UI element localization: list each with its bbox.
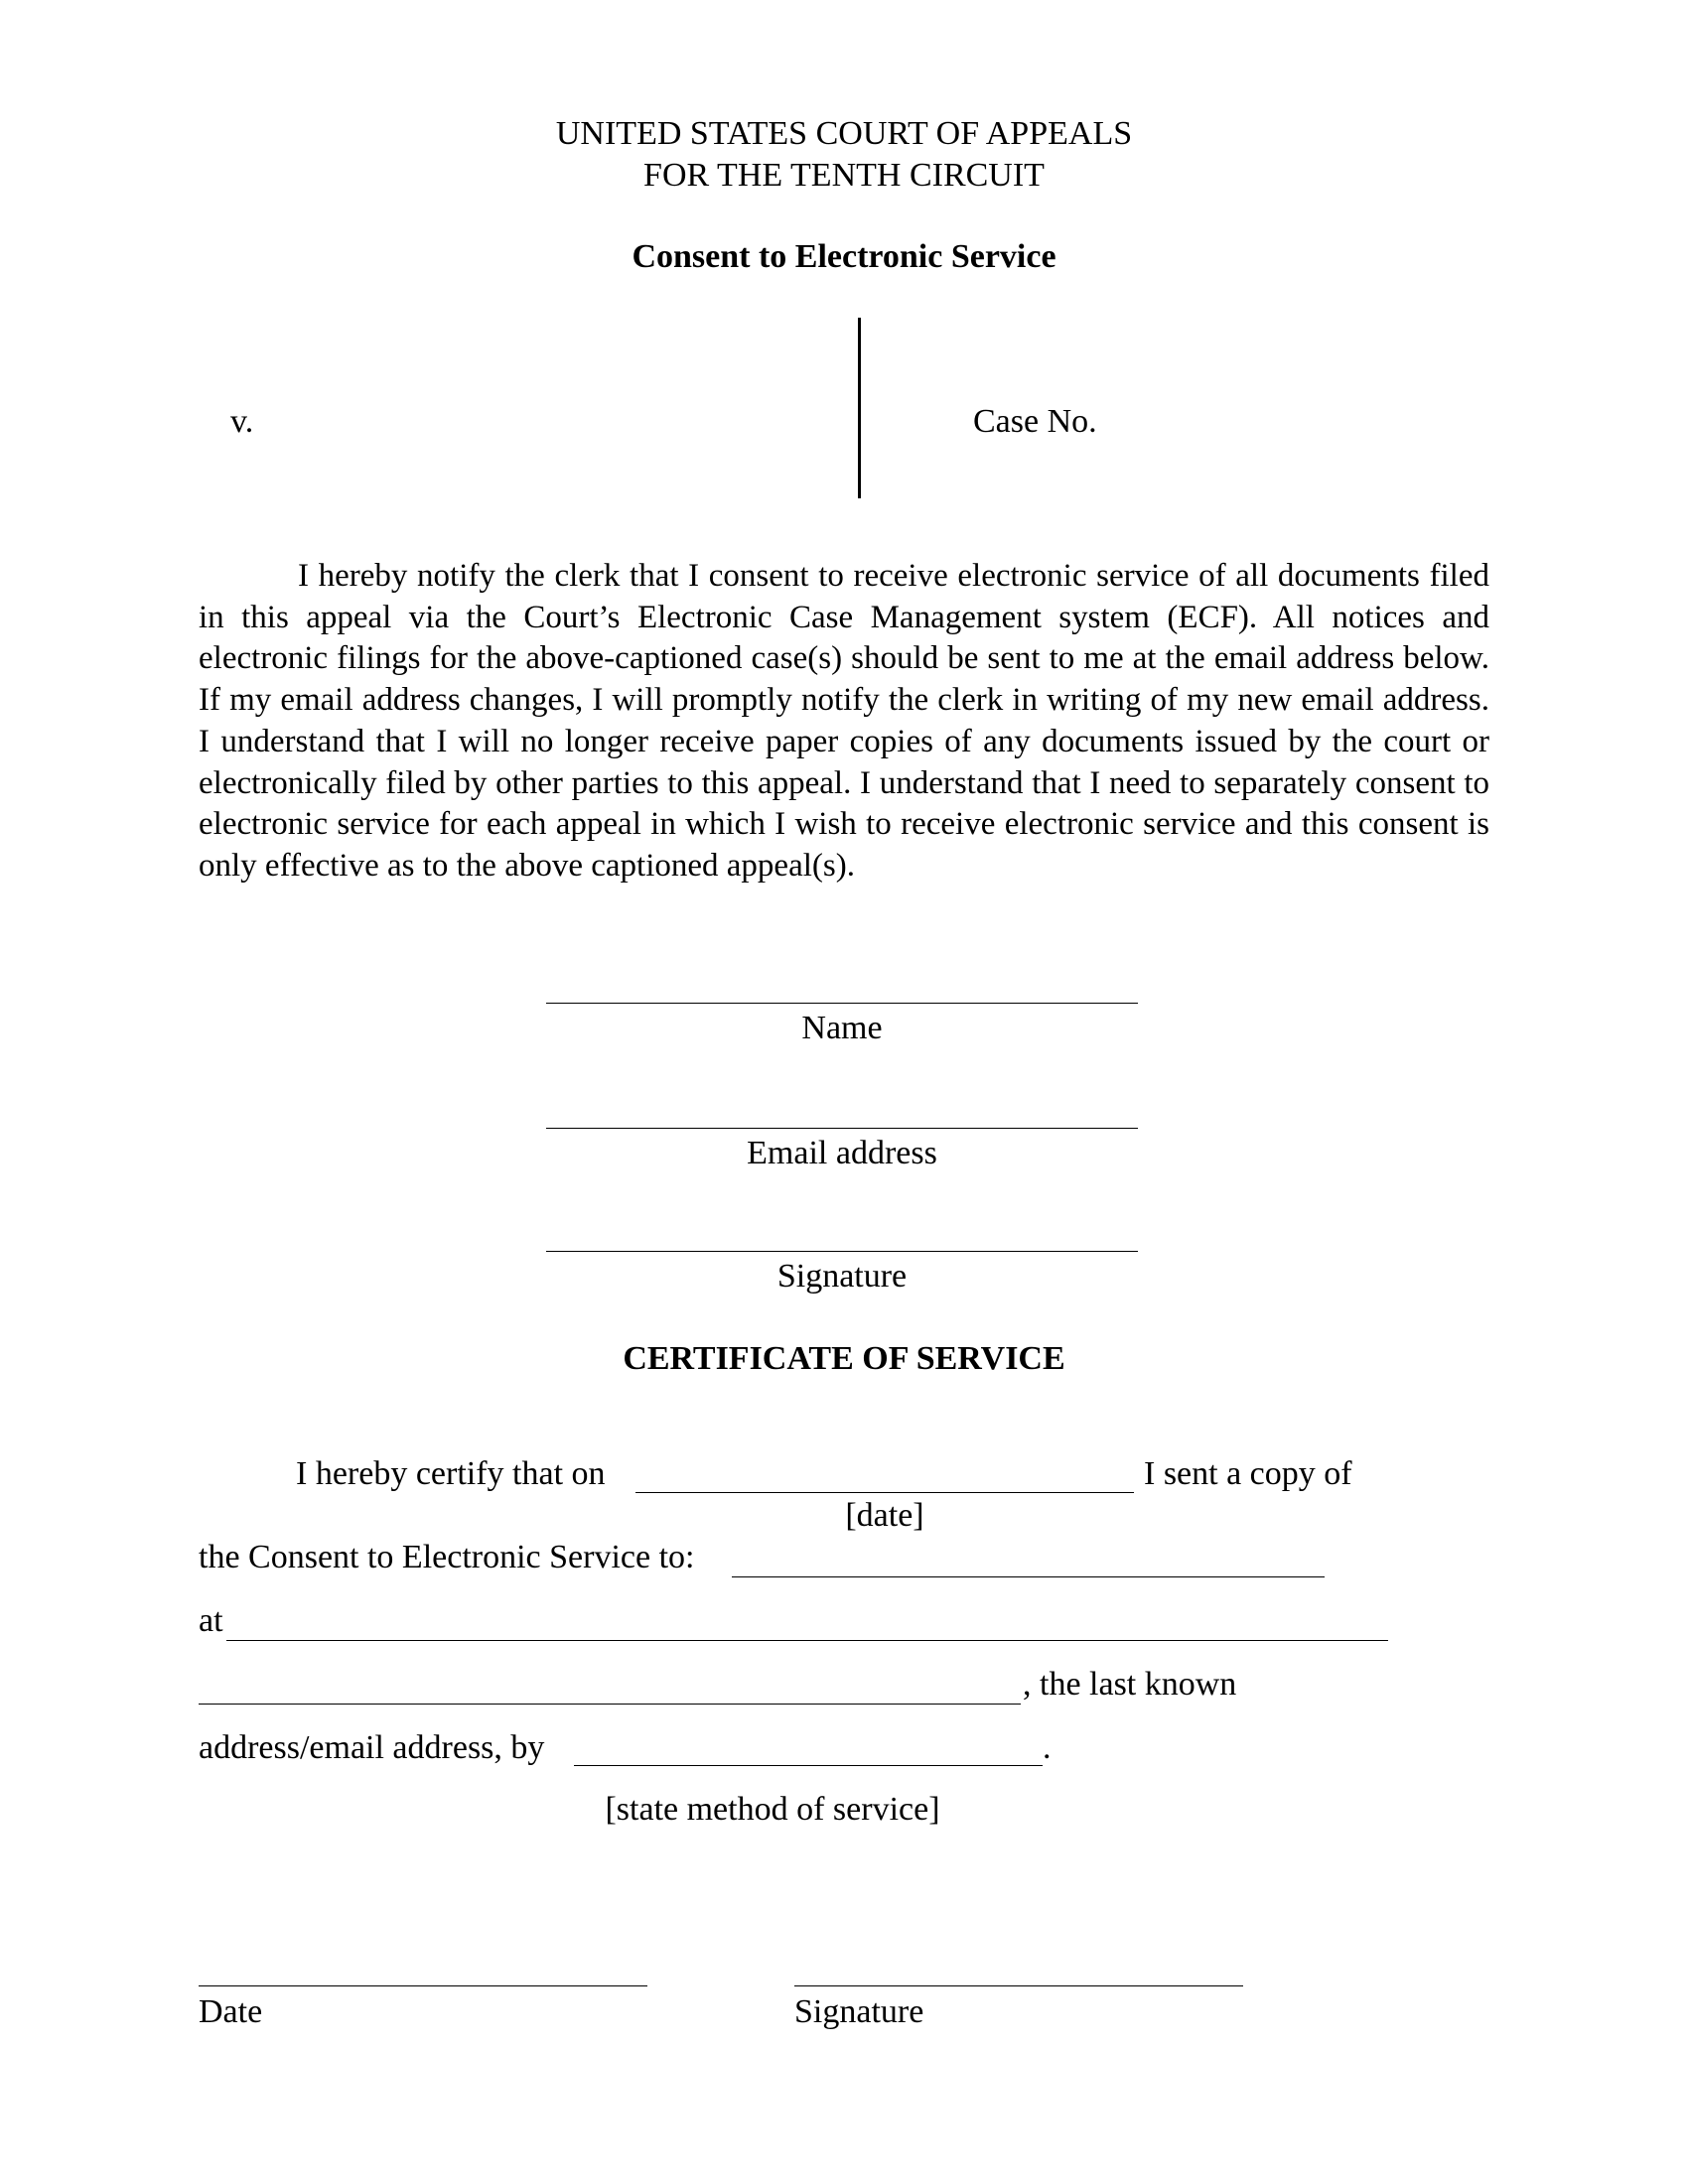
footer-signature-label: Signature xyxy=(794,1993,924,2030)
email-line[interactable] xyxy=(546,1128,1138,1129)
certify-suffix: I sent a copy of xyxy=(1144,1455,1352,1492)
signature-line[interactable] xyxy=(546,1251,1138,1252)
signature-label: Signature xyxy=(776,1258,908,1295)
footer-date-label: Date xyxy=(199,1993,263,2030)
name-label: Name xyxy=(801,1010,883,1046)
footer-signature-line[interactable] xyxy=(794,1985,1243,1986)
service-date-line[interactable] xyxy=(635,1492,1134,1493)
caption-divider xyxy=(858,318,861,498)
address-line-1[interactable] xyxy=(226,1640,1388,1641)
method-hint: [state method of service] xyxy=(605,1791,940,1828)
consent-paragraph: I hereby notify the clerk that I consent to receive electronic service of all documents filed in this appeal via the Court’s Electronic Case Management system (ECF). All notices and electronic filings for the above-captioned case(s) should be sent to me at the email address below. If my email address changes, I will promptly notify the clerk in writing of my new email address. I understand that I will no longer receive paper copies of any documents issued by the court or electronically filed by other parties to this appeal. I understand that I need to separately consent to electronic service for each appeal in which I wish to receive electronic service and this consent is only effective as to the above captioned appeal(s). xyxy=(199,558,1489,884)
served-party-line[interactable] xyxy=(732,1576,1325,1577)
name-line[interactable] xyxy=(546,1003,1138,1004)
method-prefix: address/email address, by xyxy=(199,1729,545,1766)
service-method-line[interactable] xyxy=(574,1765,1043,1766)
case-number-label: Case No. xyxy=(973,403,1097,440)
email-label: Email address xyxy=(747,1135,937,1171)
last-known-suffix: , the last known xyxy=(1023,1666,1237,1703)
address-prefix: at xyxy=(199,1602,223,1639)
page-title: Consent to Electronic Service xyxy=(632,238,1056,275)
versus-label: v. xyxy=(230,403,254,440)
address-line-2[interactable] xyxy=(199,1704,1021,1705)
circuit-name: FOR THE TENTH CIRCUIT xyxy=(643,157,1045,194)
court-name: UNITED STATES COURT OF APPEALS xyxy=(555,115,1133,152)
date-hint: [date] xyxy=(845,1497,924,1534)
certificate-heading: CERTIFICATE OF SERVICE xyxy=(623,1340,1065,1377)
footer-date-line[interactable] xyxy=(199,1985,647,1986)
method-period: . xyxy=(1043,1729,1052,1766)
served-to-prefix: the Consent to Electronic Service to: xyxy=(199,1539,695,1575)
certify-prefix: I hereby certify that on xyxy=(296,1455,606,1492)
